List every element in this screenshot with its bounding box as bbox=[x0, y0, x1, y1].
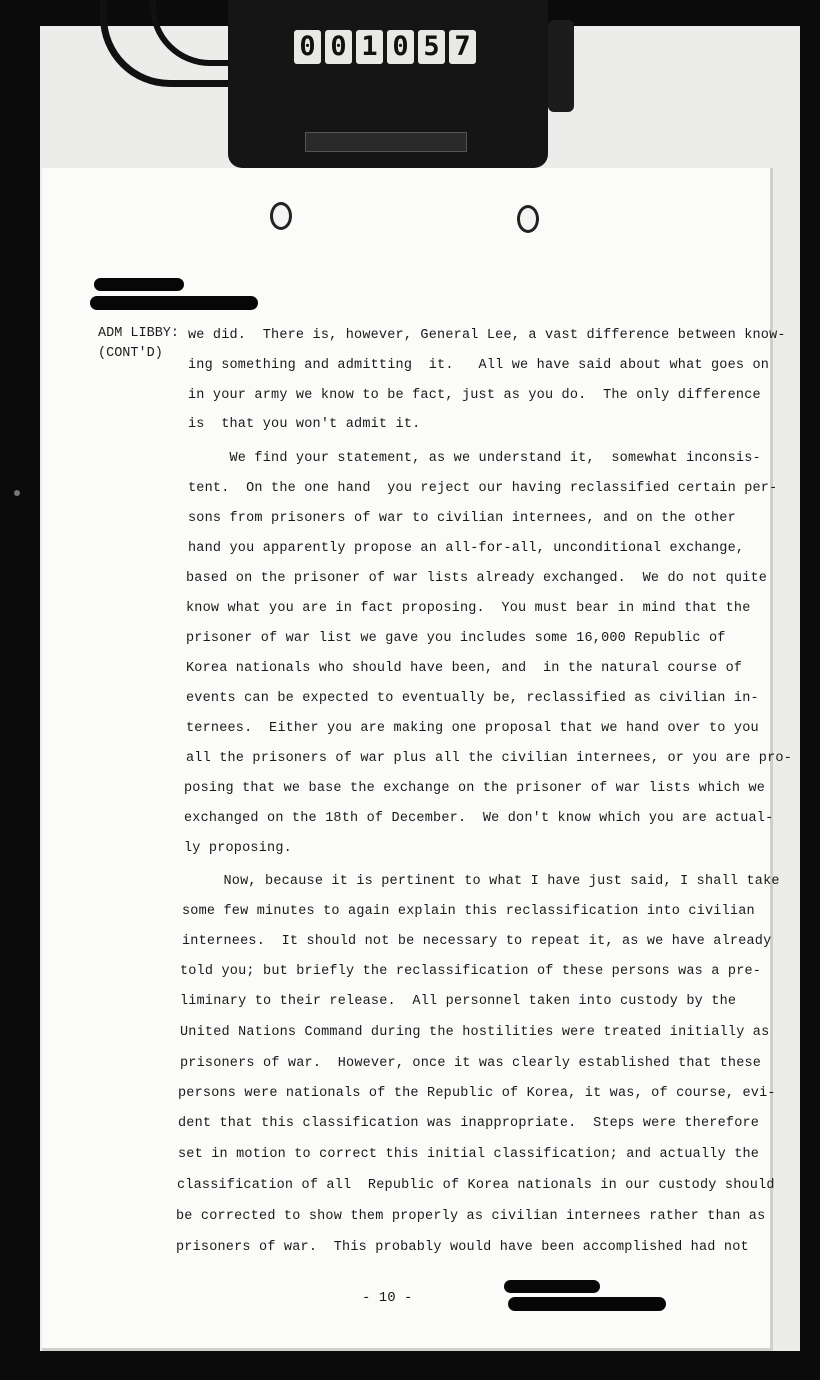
text-line: dent that this classification was inappropriate. Steps were therefore bbox=[178, 1116, 760, 1131]
text-line: Korea nationals who should have been, and in the natural course of bbox=[186, 661, 743, 676]
counter-digit: 5 bbox=[418, 30, 445, 64]
text-line: prisoner of war list we gave you includes some 16,000 Republic of bbox=[186, 631, 726, 646]
redaction-bar bbox=[90, 296, 258, 310]
text-line: prisoners of war. However, once it was clearly established that these bbox=[180, 1056, 762, 1071]
text-line: exchanged on the 18th of December. We don't know which you are actual- bbox=[184, 811, 774, 826]
text-line: told you; but briefly the reclassification of these persons was a pre- bbox=[180, 964, 762, 979]
text-line: tent. On the one hand you reject our having reclassified certain per- bbox=[188, 481, 778, 496]
counter-knob bbox=[548, 20, 574, 112]
redaction-bar bbox=[504, 1280, 600, 1293]
text-line: hand you apparently propose an all-for-all, unconditional exchange, bbox=[188, 541, 745, 556]
text-line: is that you won't admit it. bbox=[188, 417, 421, 432]
text-line: we did. There is, however, General Lee, a vast difference between know- bbox=[188, 328, 786, 343]
punch-hole-left bbox=[270, 202, 292, 230]
redaction-bar bbox=[94, 278, 184, 291]
punch-hole-right bbox=[517, 205, 539, 233]
counter-digit: 0 bbox=[325, 30, 352, 64]
counter-digit: 7 bbox=[449, 30, 476, 64]
counter-digit: 1 bbox=[356, 30, 383, 64]
text-line: posing that we base the exchange on the prisoner of war lists which we bbox=[184, 781, 766, 796]
counter-digit: 0 bbox=[387, 30, 414, 64]
text-line: prisoners of war. This probably would have been accomplished had not bbox=[176, 1240, 749, 1255]
counter-digits bbox=[294, 30, 476, 64]
text-line: all the prisoners of war plus all the civilian internees, or you are pro- bbox=[186, 751, 792, 766]
text-line: events can be expected to eventually be, reclassified as civilian in- bbox=[186, 691, 759, 706]
speaker-continued: (CONT'D) bbox=[98, 346, 163, 361]
edge-mark bbox=[14, 490, 20, 496]
document-page bbox=[42, 168, 792, 1351]
text-line: Now, because it is pertinent to what I have just said, I shall take bbox=[182, 874, 780, 889]
text-line: persons were nationals of the Republic of Korea, it was, of course, evi- bbox=[178, 1086, 776, 1101]
text-line: some few minutes to again explain this reclassification into civilian bbox=[182, 904, 755, 919]
text-line: in your army we know to be fact, just as you do. The only difference bbox=[188, 388, 761, 403]
redaction-bar bbox=[508, 1297, 666, 1311]
text-line: ternees. Either you are making one proposal that we hand over to you bbox=[186, 721, 759, 736]
counter-digit: 0 bbox=[294, 30, 321, 64]
text-line: internees. It should not be necessary to repeat it, as we have already bbox=[182, 934, 772, 949]
text-line: We find your statement, as we understand it, somewhat inconsis- bbox=[188, 451, 761, 466]
text-line: set in motion to correct this initial classification; and actually the bbox=[178, 1147, 760, 1162]
text-line: based on the prisoner of war lists already exchanged. We do not quite bbox=[186, 571, 768, 586]
text-line: liminary to their release. All personnel taken into custody by the bbox=[180, 994, 737, 1009]
text-line: know what you are in fact proposing. You must bear in mind that the bbox=[186, 601, 751, 616]
counter-label-plate bbox=[305, 132, 467, 152]
page-number: - 10 - bbox=[362, 1290, 413, 1306]
text-line: United Nations Command during the hostilities were treated initially as bbox=[180, 1025, 770, 1040]
text-line: be corrected to show them properly as civilian internees rather than as bbox=[176, 1209, 766, 1224]
text-line: sons from prisoners of war to civilian internees, and on the other bbox=[188, 511, 736, 526]
text-line: classification of all Republic of Korea nationals in our custody should bbox=[177, 1178, 775, 1193]
text-line: ly proposing. bbox=[184, 841, 292, 856]
text-line: ing something and admitting it. All we have said about what goes on bbox=[188, 358, 770, 373]
speaker-name: ADM LIBBY: bbox=[98, 326, 180, 341]
